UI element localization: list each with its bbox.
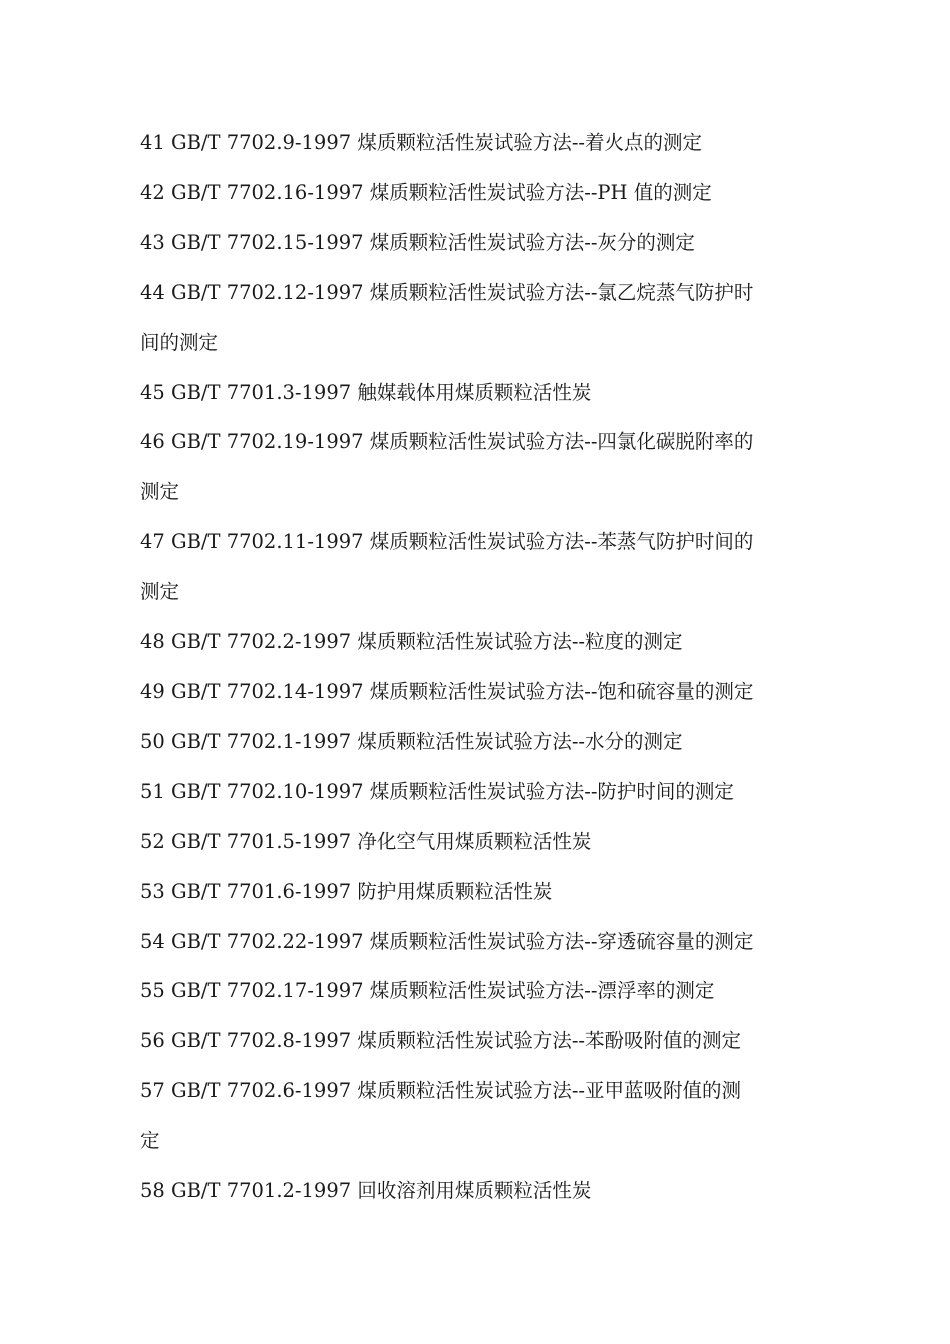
text-line: 42 GB/T 7702.16-1997 煤质颗粒活性炭试验方法--PH 值的测定: [140, 180, 712, 204]
text-line: 46 GB/T 7702.19-1997 煤质颗粒活性炭试验方法--四氯化碳脱附率的: [140, 430, 754, 454]
text-line: 50 GB/T 7702.1-1997 煤质颗粒活性炭试验方法--水分的测定: [140, 729, 683, 753]
text-line: 测定: [140, 580, 180, 604]
text-line: 52 GB/T 7701.5-1997 净化空气用煤质颗粒活性炭: [140, 829, 592, 853]
standards-list: [140, 118, 820, 1216]
text-line: 45 GB/T 7701.3-1997 触媒载体用煤质颗粒活性炭: [140, 380, 592, 404]
text-line: 56 GB/T 7702.8-1997 煤质颗粒活性炭试验方法--苯酚吸附值的测定: [140, 1029, 742, 1053]
text-line: 58 GB/T 7701.2-1997 回收溶剂用煤质颗粒活性炭: [140, 1179, 592, 1203]
text-line: 53 GB/T 7701.6-1997 防护用煤质颗粒活性炭: [140, 879, 553, 903]
text-line: 51 GB/T 7702.10-1997 煤质颗粒活性炭试验方法--防护时间的测定: [140, 779, 734, 803]
text-line: 测定: [140, 480, 180, 504]
text-line: 49 GB/T 7702.14-1997 煤质颗粒活性炭试验方法--饱和硫容量的测定: [140, 679, 754, 703]
text-line: 定: [140, 1129, 160, 1153]
text-line: 41 GB/T 7702.9-1997 煤质颗粒活性炭试验方法--着火点的测定: [140, 131, 703, 154]
text-line: 47 GB/T 7702.11-1997 煤质颗粒活性炭试验方法--苯蒸气防护时间的: [140, 530, 754, 554]
text-line: 间的测定: [140, 330, 219, 354]
text-line: 48 GB/T 7702.2-1997 煤质颗粒活性炭试验方法--粒度的测定: [140, 630, 683, 654]
text-line: 54 GB/T 7702.22-1997 煤质颗粒活性炭试验方法--穿透硫容量的测定: [140, 929, 754, 953]
text-line: 44 GB/T 7702.12-1997 煤质颗粒活性炭试验方法--氯乙烷蒸气防护时: [140, 280, 754, 304]
text-line: 55 GB/T 7702.17-1997 煤质颗粒活性炭试验方法--漂浮率的测定: [140, 979, 715, 1003]
text-line: 43 GB/T 7702.15-1997 煤质颗粒活性炭试验方法--灰分的测定: [140, 230, 695, 254]
text-line: 57 GB/T 7702.6-1997 煤质颗粒活性炭试验方法--亚甲蓝吸附值的测: [140, 1079, 742, 1103]
